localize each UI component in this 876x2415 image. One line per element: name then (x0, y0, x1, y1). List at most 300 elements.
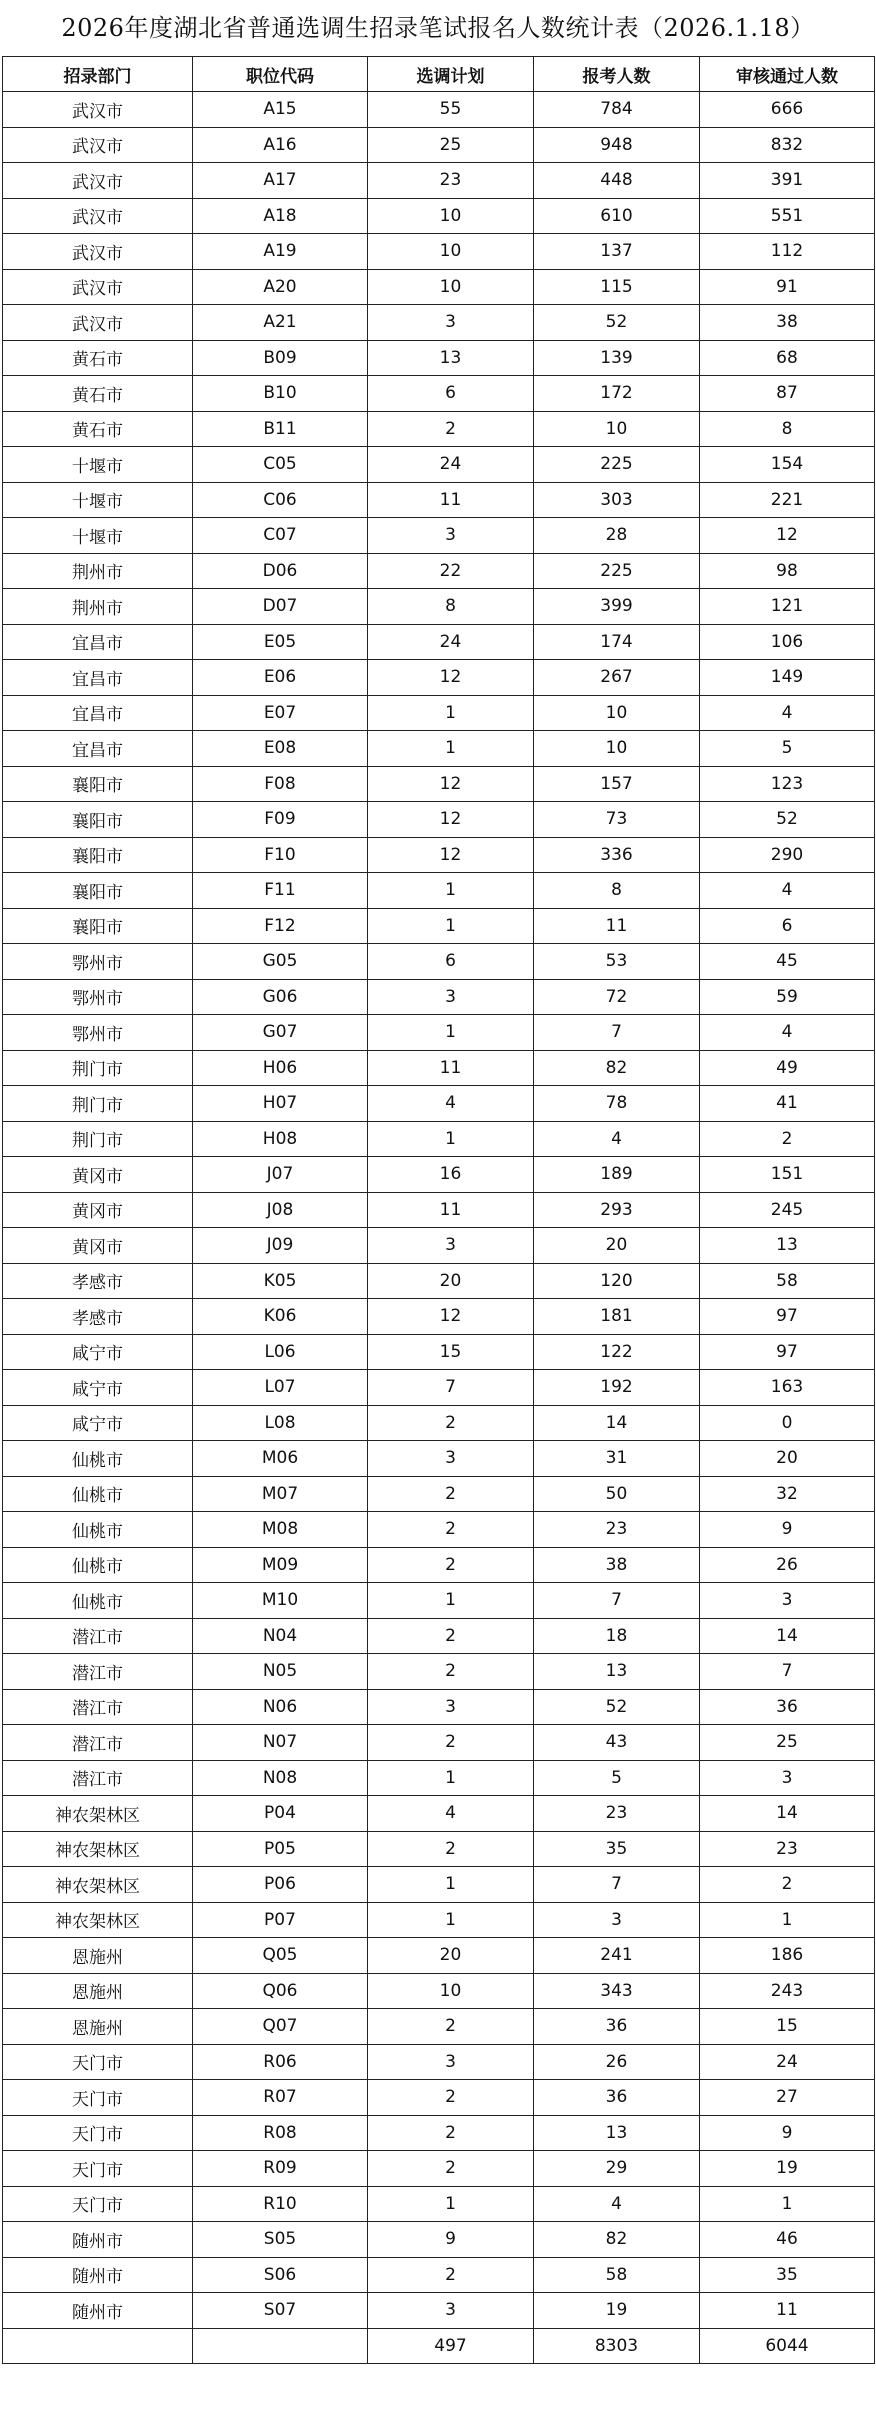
cell-position-code: B09 (193, 340, 368, 376)
cell-plan: 2 (368, 1831, 534, 1867)
cell-department: 咸宁市 (3, 1334, 193, 1370)
cell-approved: 5 (700, 731, 875, 767)
cell-plan: 2 (368, 411, 534, 447)
cell-department: 宜昌市 (3, 731, 193, 767)
cell-plan: 1 (368, 731, 534, 767)
cell-position-code: M10 (193, 1583, 368, 1619)
total-approved: 6044 (700, 2328, 875, 2364)
cell-department: 随州市 (3, 2222, 193, 2258)
cell-applicants: 8 (534, 873, 700, 909)
cell-approved: 46 (700, 2222, 875, 2258)
table-row (3, 1192, 875, 1228)
page-title: 2026年度湖北省普通选调生招录笔试报名人数统计表（2026.1.18） (61, 14, 815, 42)
cell-department: 武汉市 (3, 92, 193, 128)
cell-plan: 2 (368, 2257, 534, 2293)
table-row (3, 837, 875, 873)
cell-approved: 106 (700, 624, 875, 660)
header-approved: 审核通过人数 (700, 57, 875, 92)
table-row (3, 1263, 875, 1299)
table-row (3, 1938, 875, 1974)
cell-department: 神农架林区 (3, 1867, 193, 1903)
cell-department: 十堰市 (3, 518, 193, 554)
cell-position-code: N08 (193, 1760, 368, 1796)
table-row (3, 1725, 875, 1761)
table-row (3, 2151, 875, 2187)
cell-department: 潜江市 (3, 1760, 193, 1796)
cell-plan: 4 (368, 1796, 534, 1832)
cell-approved: 149 (700, 660, 875, 696)
cell-approved: 35 (700, 2257, 875, 2293)
table-row (3, 1405, 875, 1441)
table-row (3, 979, 875, 1015)
table-row (3, 1760, 875, 1796)
cell-plan: 1 (368, 908, 534, 944)
table-row (3, 1476, 875, 1512)
cell-applicants: 115 (534, 269, 700, 305)
cell-approved: 121 (700, 589, 875, 625)
cell-approved: 14 (700, 1618, 875, 1654)
cell-position-code: A16 (193, 127, 368, 163)
cell-plan: 1 (368, 1902, 534, 1938)
cell-applicants: 10 (534, 731, 700, 767)
cell-plan: 10 (368, 269, 534, 305)
table-row (3, 695, 875, 731)
cell-position-code: L07 (193, 1370, 368, 1406)
cell-approved: 221 (700, 482, 875, 518)
cell-position-code: A17 (193, 163, 368, 199)
table-row (3, 1867, 875, 1903)
table-row (3, 1547, 875, 1583)
cell-department: 天门市 (3, 2151, 193, 2187)
table-row (3, 2257, 875, 2293)
cell-department: 襄阳市 (3, 802, 193, 838)
cell-position-code: P04 (193, 1796, 368, 1832)
cell-department: 黄石市 (3, 340, 193, 376)
cell-plan: 1 (368, 1867, 534, 1903)
cell-plan: 20 (368, 1263, 534, 1299)
cell-position-code: C07 (193, 518, 368, 554)
cell-department: 黄冈市 (3, 1157, 193, 1193)
cell-applicants: 14 (534, 1405, 700, 1441)
cell-approved: 2 (700, 1121, 875, 1157)
cell-department: 天门市 (3, 2080, 193, 2116)
cell-applicants: 157 (534, 766, 700, 802)
cell-plan: 11 (368, 482, 534, 518)
cell-applicants: 399 (534, 589, 700, 625)
cell-plan: 12 (368, 660, 534, 696)
cell-position-code: N04 (193, 1618, 368, 1654)
cell-plan: 13 (368, 340, 534, 376)
cell-position-code: N05 (193, 1654, 368, 1690)
cell-department: 仙桃市 (3, 1476, 193, 1512)
cell-department: 潜江市 (3, 1654, 193, 1690)
cell-position-code: F08 (193, 766, 368, 802)
cell-plan: 11 (368, 1050, 534, 1086)
table-header (3, 57, 875, 92)
cell-approved: 19 (700, 2151, 875, 2187)
cell-approved: 1 (700, 2186, 875, 2222)
cell-applicants: 3 (534, 1902, 700, 1938)
cell-department: 武汉市 (3, 269, 193, 305)
cell-applicants: 72 (534, 979, 700, 1015)
stats-table (2, 56, 875, 2364)
cell-approved: 123 (700, 766, 875, 802)
cell-plan: 16 (368, 1157, 534, 1193)
cell-approved: 97 (700, 1299, 875, 1335)
cell-approved: 91 (700, 269, 875, 305)
cell-applicants: 31 (534, 1441, 700, 1477)
cell-approved: 15 (700, 2009, 875, 2045)
cell-plan: 11 (368, 1192, 534, 1228)
cell-applicants: 36 (534, 2080, 700, 2116)
cell-approved: 68 (700, 340, 875, 376)
cell-plan: 2 (368, 2115, 534, 2151)
cell-department: 神农架林区 (3, 1902, 193, 1938)
cell-approved: 52 (700, 802, 875, 838)
table-row (3, 660, 875, 696)
totals-row (3, 2328, 875, 2364)
cell-applicants: 181 (534, 1299, 700, 1335)
cell-approved: 25 (700, 1725, 875, 1761)
table-row (3, 2293, 875, 2329)
cell-applicants: 82 (534, 1050, 700, 1086)
cell-applicants: 122 (534, 1334, 700, 1370)
cell-plan: 2 (368, 1725, 534, 1761)
cell-department: 神农架林区 (3, 1796, 193, 1832)
header-position-code: 职位代码 (193, 57, 368, 92)
cell-approved: 24 (700, 2044, 875, 2080)
table-row (3, 1512, 875, 1548)
table-row (3, 1228, 875, 1264)
cell-plan: 12 (368, 766, 534, 802)
cell-plan: 2 (368, 2151, 534, 2187)
cell-plan: 12 (368, 837, 534, 873)
cell-department: 天门市 (3, 2186, 193, 2222)
cell-applicants: 78 (534, 1086, 700, 1122)
cell-position-code: E07 (193, 695, 368, 731)
cell-approved: 20 (700, 1441, 875, 1477)
cell-position-code: R09 (193, 2151, 368, 2187)
cell-approved: 6 (700, 908, 875, 944)
cell-position-code: F10 (193, 837, 368, 873)
table-row (3, 1015, 875, 1051)
cell-position-code: E06 (193, 660, 368, 696)
cell-position-code: J09 (193, 1228, 368, 1264)
cell-approved: 4 (700, 873, 875, 909)
cell-applicants: 10 (534, 411, 700, 447)
table-row (3, 624, 875, 660)
table-row (3, 234, 875, 270)
cell-position-code: H08 (193, 1121, 368, 1157)
cell-approved: 97 (700, 1334, 875, 1370)
cell-applicants: 52 (534, 1689, 700, 1725)
cell-department: 宜昌市 (3, 624, 193, 660)
cell-applicants: 174 (534, 624, 700, 660)
cell-applicants: 29 (534, 2151, 700, 2187)
cell-position-code: R07 (193, 2080, 368, 2116)
cell-position-code: G05 (193, 944, 368, 980)
cell-plan: 2 (368, 1512, 534, 1548)
cell-department: 荆门市 (3, 1050, 193, 1086)
cell-approved: 45 (700, 944, 875, 980)
table-row (3, 2222, 875, 2258)
cell-position-code: M07 (193, 1476, 368, 1512)
cell-applicants: 13 (534, 2115, 700, 2151)
cell-approved: 4 (700, 1015, 875, 1051)
cell-approved: 3 (700, 1760, 875, 1796)
cell-approved: 666 (700, 92, 875, 128)
cell-approved: 11 (700, 2293, 875, 2329)
cell-approved: 9 (700, 1512, 875, 1548)
cell-applicants: 73 (534, 802, 700, 838)
cell-approved: 1 (700, 1902, 875, 1938)
cell-applicants: 4 (534, 1121, 700, 1157)
cell-approved: 13 (700, 1228, 875, 1264)
cell-applicants: 267 (534, 660, 700, 696)
cell-approved: 151 (700, 1157, 875, 1193)
cell-department: 襄阳市 (3, 837, 193, 873)
cell-applicants: 28 (534, 518, 700, 554)
cell-plan: 2 (368, 2009, 534, 2045)
cell-approved: 551 (700, 198, 875, 234)
cell-plan: 2 (368, 1476, 534, 1512)
cell-position-code: A20 (193, 269, 368, 305)
cell-approved: 3 (700, 1583, 875, 1619)
cell-plan: 20 (368, 1938, 534, 1974)
total-blank-2 (193, 2328, 368, 2364)
cell-department: 黄冈市 (3, 1228, 193, 1264)
table-row (3, 1796, 875, 1832)
cell-applicants: 20 (534, 1228, 700, 1264)
table-row (3, 447, 875, 483)
table-row (3, 1689, 875, 1725)
cell-approved: 12 (700, 518, 875, 554)
cell-plan: 24 (368, 624, 534, 660)
cell-approved: 243 (700, 1973, 875, 2009)
cell-applicants: 36 (534, 2009, 700, 2045)
cell-applicants: 11 (534, 908, 700, 944)
table-row (3, 127, 875, 163)
cell-department: 神农架林区 (3, 1831, 193, 1867)
cell-applicants: 19 (534, 2293, 700, 2329)
cell-position-code: M08 (193, 1512, 368, 1548)
cell-plan: 3 (368, 305, 534, 341)
cell-applicants: 38 (534, 1547, 700, 1583)
cell-applicants: 120 (534, 1263, 700, 1299)
cell-plan: 1 (368, 1583, 534, 1619)
cell-plan: 1 (368, 1015, 534, 1051)
cell-plan: 15 (368, 1334, 534, 1370)
table-row (3, 1654, 875, 1690)
table-row (3, 198, 875, 234)
cell-position-code: F09 (193, 802, 368, 838)
table-row (3, 1086, 875, 1122)
cell-position-code: G06 (193, 979, 368, 1015)
table-row (3, 163, 875, 199)
cell-position-code: R08 (193, 2115, 368, 2151)
cell-plan: 1 (368, 2186, 534, 2222)
table-row (3, 1370, 875, 1406)
cell-department: 襄阳市 (3, 873, 193, 909)
cell-plan: 3 (368, 979, 534, 1015)
cell-plan: 2 (368, 2080, 534, 2116)
cell-applicants: 343 (534, 1973, 700, 2009)
cell-approved: 14 (700, 1796, 875, 1832)
cell-department: 鄂州市 (3, 944, 193, 980)
cell-department: 仙桃市 (3, 1547, 193, 1583)
cell-position-code: P05 (193, 1831, 368, 1867)
cell-plan: 7 (368, 1370, 534, 1406)
cell-applicants: 23 (534, 1796, 700, 1832)
cell-position-code: J07 (193, 1157, 368, 1193)
cell-position-code: L08 (193, 1405, 368, 1441)
cell-applicants: 784 (534, 92, 700, 128)
cell-applicants: 35 (534, 1831, 700, 1867)
cell-position-code: G07 (193, 1015, 368, 1051)
cell-plan: 6 (368, 944, 534, 980)
cell-applicants: 10 (534, 695, 700, 731)
cell-department: 鄂州市 (3, 1015, 193, 1051)
cell-approved: 36 (700, 1689, 875, 1725)
cell-applicants: 225 (534, 553, 700, 589)
cell-approved: 163 (700, 1370, 875, 1406)
cell-plan: 23 (368, 163, 534, 199)
table-footer (3, 2328, 875, 2364)
cell-approved: 98 (700, 553, 875, 589)
table-row (3, 2009, 875, 2045)
cell-plan: 2 (368, 1547, 534, 1583)
table-row (3, 944, 875, 980)
cell-applicants: 336 (534, 837, 700, 873)
cell-department: 天门市 (3, 2115, 193, 2151)
cell-applicants: 50 (534, 1476, 700, 1512)
cell-position-code: H06 (193, 1050, 368, 1086)
cell-applicants: 53 (534, 944, 700, 980)
table-row (3, 802, 875, 838)
header-row (3, 57, 875, 92)
table-row (3, 482, 875, 518)
cell-department: 荆州市 (3, 553, 193, 589)
cell-approved: 38 (700, 305, 875, 341)
cell-department: 武汉市 (3, 127, 193, 163)
cell-applicants: 192 (534, 1370, 700, 1406)
table-row (3, 873, 875, 909)
cell-applicants: 137 (534, 234, 700, 270)
cell-approved: 23 (700, 1831, 875, 1867)
cell-plan: 3 (368, 1441, 534, 1477)
table-row (3, 305, 875, 341)
cell-position-code: R10 (193, 2186, 368, 2222)
table-row (3, 2115, 875, 2151)
cell-department: 黄石市 (3, 376, 193, 412)
cell-position-code: F11 (193, 873, 368, 909)
cell-department: 孝感市 (3, 1299, 193, 1335)
cell-applicants: 189 (534, 1157, 700, 1193)
cell-plan: 3 (368, 2293, 534, 2329)
cell-approved: 2 (700, 1867, 875, 1903)
cell-applicants: 303 (534, 482, 700, 518)
cell-position-code: K06 (193, 1299, 368, 1335)
cell-approved: 49 (700, 1050, 875, 1086)
cell-position-code: A18 (193, 198, 368, 234)
cell-applicants: 139 (534, 340, 700, 376)
table-row (3, 1618, 875, 1654)
cell-approved: 58 (700, 1263, 875, 1299)
total-blank-1 (3, 2328, 193, 2364)
cell-department: 武汉市 (3, 163, 193, 199)
cell-position-code: R06 (193, 2044, 368, 2080)
cell-department: 武汉市 (3, 234, 193, 270)
cell-plan: 1 (368, 1760, 534, 1796)
cell-plan: 3 (368, 518, 534, 554)
cell-plan: 3 (368, 2044, 534, 2080)
cell-position-code: A19 (193, 234, 368, 270)
cell-department: 仙桃市 (3, 1441, 193, 1477)
table-row (3, 2044, 875, 2080)
cell-position-code: C05 (193, 447, 368, 483)
cell-plan: 22 (368, 553, 534, 589)
cell-department: 十堰市 (3, 447, 193, 483)
table-row (3, 1583, 875, 1619)
cell-applicants: 172 (534, 376, 700, 412)
table-row (3, 1441, 875, 1477)
table-row (3, 1973, 875, 2009)
cell-department: 荆州市 (3, 589, 193, 625)
cell-plan: 2 (368, 1618, 534, 1654)
cell-position-code: K05 (193, 1263, 368, 1299)
cell-position-code: J08 (193, 1192, 368, 1228)
cell-department: 潜江市 (3, 1689, 193, 1725)
cell-department: 恩施州 (3, 1973, 193, 2009)
cell-applicants: 948 (534, 127, 700, 163)
table-row (3, 1334, 875, 1370)
cell-approved: 832 (700, 127, 875, 163)
cell-applicants: 4 (534, 2186, 700, 2222)
cell-position-code: A21 (193, 305, 368, 341)
cell-position-code: D06 (193, 553, 368, 589)
table-row (3, 1157, 875, 1193)
cell-department: 天门市 (3, 2044, 193, 2080)
cell-approved: 186 (700, 1938, 875, 1974)
cell-plan: 2 (368, 1654, 534, 1690)
cell-plan: 24 (368, 447, 534, 483)
cell-approved: 32 (700, 1476, 875, 1512)
cell-department: 荆门市 (3, 1086, 193, 1122)
cell-applicants: 58 (534, 2257, 700, 2293)
cell-applicants: 26 (534, 2044, 700, 2080)
cell-position-code: L06 (193, 1334, 368, 1370)
cell-plan: 25 (368, 127, 534, 163)
cell-approved: 7 (700, 1654, 875, 1690)
cell-department: 潜江市 (3, 1725, 193, 1761)
table-body (3, 92, 875, 2329)
cell-plan: 1 (368, 873, 534, 909)
table-row (3, 2080, 875, 2116)
cell-plan: 6 (368, 376, 534, 412)
cell-position-code: M09 (193, 1547, 368, 1583)
cell-position-code: M06 (193, 1441, 368, 1477)
cell-department: 黄冈市 (3, 1192, 193, 1228)
cell-plan: 1 (368, 695, 534, 731)
table-row (3, 2186, 875, 2222)
cell-position-code: N06 (193, 1689, 368, 1725)
cell-plan: 10 (368, 234, 534, 270)
cell-approved: 9 (700, 2115, 875, 2151)
cell-plan: 55 (368, 92, 534, 128)
cell-department: 武汉市 (3, 198, 193, 234)
header-applicants: 报考人数 (534, 57, 700, 92)
table-row (3, 518, 875, 554)
